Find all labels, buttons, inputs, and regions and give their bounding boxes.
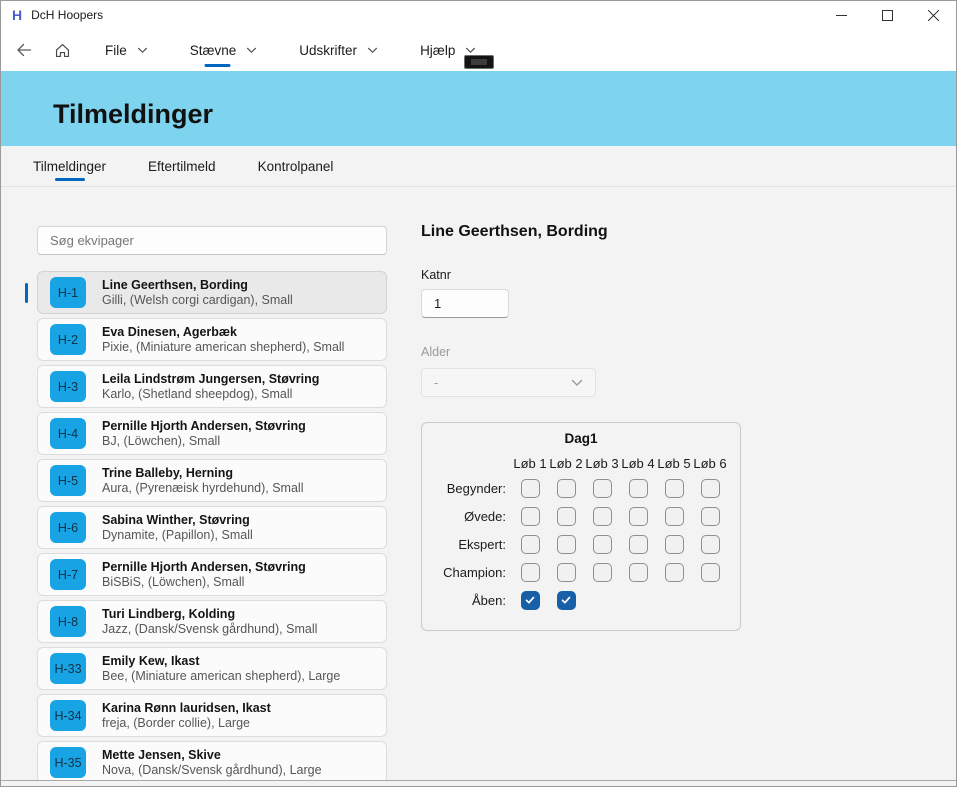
dag-checkbox-cell bbox=[656, 563, 692, 582]
entry-name: Line Geerthsen, Bording bbox=[102, 277, 248, 292]
dag1-title: Dag1 bbox=[564, 431, 598, 446]
entry-text bbox=[102, 748, 322, 778]
dag-checkbox-cell bbox=[512, 535, 548, 554]
dag-checkbox-cell bbox=[548, 479, 584, 498]
menu-udskrifter[interactable] bbox=[285, 29, 392, 71]
menu-bar bbox=[1, 29, 956, 71]
entry-dog: Aura, (Pyrenæisk hyrdehund), Small bbox=[102, 480, 304, 495]
dag-checkbox-cell bbox=[692, 535, 728, 554]
checkbox-unchecked[interactable] bbox=[557, 479, 576, 498]
dag-checkbox-cell bbox=[548, 591, 584, 610]
dag-row bbox=[432, 586, 730, 614]
entry-name: Karina Rønn lauridsen, Ikast bbox=[102, 700, 271, 715]
dag-row bbox=[432, 474, 730, 502]
tab-tilmeldinger[interactable] bbox=[23, 146, 116, 186]
entry-badge: H-4 bbox=[50, 418, 86, 449]
checkbox-unchecked[interactable] bbox=[629, 507, 648, 526]
alder-label: Alder bbox=[421, 345, 451, 359]
close-button[interactable] bbox=[910, 1, 956, 29]
entry-name: Eva Dinesen, Agerbæk bbox=[102, 324, 238, 339]
active-tab-underline bbox=[55, 178, 85, 181]
checkbox-unchecked[interactable] bbox=[593, 563, 612, 582]
list-item-h-7[interactable] bbox=[37, 553, 387, 596]
checkbox-unchecked[interactable] bbox=[557, 507, 576, 526]
dag-checkbox-cell bbox=[692, 563, 728, 582]
dag-checkbox-cell bbox=[692, 479, 728, 498]
checkbox-unchecked[interactable] bbox=[557, 535, 576, 554]
menu-label: File bbox=[105, 42, 127, 58]
maximize-button[interactable] bbox=[864, 1, 910, 29]
alder-select[interactable] bbox=[421, 368, 596, 397]
dag-checkbox-cell bbox=[656, 507, 692, 526]
checkbox-unchecked[interactable] bbox=[701, 535, 720, 554]
list-item-h-33[interactable] bbox=[37, 647, 387, 690]
dag-checkbox-cell bbox=[620, 563, 656, 582]
tab-label: Kontrolpanel bbox=[257, 158, 334, 174]
window-controls bbox=[818, 1, 956, 29]
app-logo: H bbox=[12, 7, 23, 23]
entry-text bbox=[102, 560, 306, 590]
dag-column-header: Løb 1 bbox=[513, 455, 547, 471]
equipage-list bbox=[37, 271, 387, 781]
checkbox-unchecked[interactable] bbox=[701, 507, 720, 526]
minimize-button[interactable] bbox=[818, 1, 864, 29]
entry-dog: Pixie, (Miniature american shepherd), Small bbox=[102, 339, 345, 354]
dag-checkbox-cell bbox=[584, 479, 620, 498]
entry-badge: H-5 bbox=[50, 465, 86, 496]
detail-panel bbox=[421, 187, 941, 631]
dag-row-label: Champion: bbox=[443, 564, 506, 580]
list-item-h-4[interactable] bbox=[37, 412, 387, 455]
checkbox-unchecked[interactable] bbox=[521, 535, 540, 554]
menu-label: Stævne bbox=[189, 42, 237, 58]
dag-checkbox-cell bbox=[584, 507, 620, 526]
dag-column-header: Løb 3 bbox=[585, 455, 619, 471]
entry-dog: Karlo, (Shetland sheepdog), Small bbox=[102, 386, 293, 401]
checkbox-unchecked[interactable] bbox=[665, 507, 684, 526]
entry-dog: BiSBiS, (Löwchen), Small bbox=[102, 574, 245, 589]
list-item-h-34[interactable] bbox=[37, 694, 387, 737]
dark-clip-artifact bbox=[464, 55, 494, 69]
checkbox-unchecked[interactable] bbox=[521, 479, 540, 498]
dag-checkbox-cell bbox=[620, 535, 656, 554]
chevron-down-icon bbox=[465, 47, 476, 54]
dag-row-label: Ekspert: bbox=[458, 536, 506, 552]
list-item-h-8[interactable] bbox=[37, 600, 387, 643]
detail-title: Line Geerthsen, Bording bbox=[421, 223, 608, 240]
checkbox-unchecked[interactable] bbox=[593, 507, 612, 526]
checkbox-unchecked[interactable] bbox=[665, 563, 684, 582]
dag-column-header: Løb 5 bbox=[657, 455, 691, 471]
list-item-h-1[interactable] bbox=[37, 271, 387, 314]
entry-dog: Bee, (Miniature american shepherd), Large bbox=[102, 668, 341, 683]
checkbox-checked[interactable] bbox=[521, 591, 540, 610]
entry-badge: H-33 bbox=[50, 653, 86, 684]
dag-column-header: Løb 2 bbox=[549, 455, 583, 471]
dag-row bbox=[432, 502, 730, 530]
entry-name: Turi Lindberg, Kolding bbox=[102, 606, 236, 621]
entry-text bbox=[102, 607, 317, 637]
checkbox-unchecked[interactable] bbox=[593, 479, 612, 498]
checkbox-unchecked[interactable] bbox=[593, 535, 612, 554]
app-title: DcH Hoopers bbox=[31, 8, 104, 22]
dag-checkbox-cell bbox=[584, 535, 620, 554]
entry-badge: H-8 bbox=[50, 606, 86, 637]
entry-text bbox=[102, 654, 340, 684]
katnr-label: Katnr bbox=[421, 268, 451, 282]
checkbox-unchecked[interactable] bbox=[629, 563, 648, 582]
tab-label: Eftertilmeld bbox=[148, 158, 216, 174]
entry-badge: H-35 bbox=[50, 747, 86, 778]
checkbox-unchecked[interactable] bbox=[521, 563, 540, 582]
entry-badge: H-2 bbox=[50, 324, 86, 355]
dag-column-header: Løb 6 bbox=[693, 455, 727, 471]
list-item-h-35[interactable] bbox=[37, 741, 387, 781]
entry-dog: Nova, (Dansk/Svensk gårdhund), Large bbox=[102, 762, 322, 777]
dag1-grid bbox=[432, 452, 730, 614]
dag-checkbox-cell bbox=[620, 479, 656, 498]
dag-checkbox-cell bbox=[656, 479, 692, 498]
dag-checkbox-cell bbox=[584, 563, 620, 582]
entry-text bbox=[102, 513, 253, 543]
dag-checkbox-cell bbox=[656, 535, 692, 554]
dag-checkbox-cell bbox=[620, 507, 656, 526]
dag-row bbox=[432, 558, 730, 586]
checkbox-unchecked[interactable] bbox=[701, 479, 720, 498]
entry-dog: freja, (Border collie), Large bbox=[102, 715, 250, 730]
entry-text bbox=[102, 466, 303, 496]
entry-text bbox=[102, 325, 344, 355]
entry-dog: Jazz, (Dansk/Svensk gårdhund), Small bbox=[102, 621, 318, 636]
dag1-group bbox=[421, 422, 741, 631]
entry-name: Trine Balleby, Herning bbox=[102, 465, 234, 480]
entry-text bbox=[102, 278, 293, 308]
checkbox-unchecked[interactable] bbox=[665, 535, 684, 554]
dag-row-label: Åben: bbox=[472, 592, 506, 608]
tab-strip bbox=[1, 146, 956, 187]
dag-row-label: Begynder: bbox=[446, 480, 506, 496]
entry-name: Emily Kew, Ikast bbox=[102, 653, 200, 668]
entry-name: Sabina Winther, Støvring bbox=[102, 512, 250, 527]
bottom-divider bbox=[1, 780, 956, 781]
dag-checkbox-cell bbox=[512, 591, 548, 610]
menu-label: Udskrifter bbox=[299, 42, 358, 58]
entry-badge: H-6 bbox=[50, 512, 86, 543]
page-header bbox=[1, 71, 956, 146]
list-item-h-6[interactable] bbox=[37, 506, 387, 549]
list-item-h-5[interactable] bbox=[37, 459, 387, 502]
check-icon bbox=[524, 594, 536, 606]
entry-name: Mette Jensen, Skive bbox=[102, 747, 221, 762]
entry-badge: H-3 bbox=[50, 371, 86, 402]
dag-checkbox-cell bbox=[512, 479, 548, 498]
dag-checkbox-cell bbox=[512, 563, 548, 582]
dag-column-headers bbox=[432, 452, 730, 474]
dag-checkbox-cell bbox=[548, 535, 584, 554]
selection-indicator bbox=[25, 283, 28, 303]
entry-text bbox=[102, 372, 319, 402]
dag-checkbox-cell bbox=[548, 563, 584, 582]
tab-label: Tilmeldinger bbox=[33, 158, 107, 174]
dag-checkbox-cell bbox=[692, 507, 728, 526]
tab-eftertilmeld[interactable] bbox=[138, 146, 226, 186]
checkbox-checked[interactable] bbox=[557, 591, 576, 610]
menu-file[interactable] bbox=[91, 29, 162, 71]
checkbox-unchecked[interactable] bbox=[701, 563, 720, 582]
title-bar bbox=[1, 1, 956, 29]
entry-name: Pernille Hjorth Andersen, Støvring bbox=[102, 418, 306, 433]
dag-column-header: Løb 4 bbox=[621, 455, 655, 471]
entry-name: Leila Lindstrøm Jungersen, Støvring bbox=[102, 371, 320, 386]
entry-dog: Gilli, (Welsh corgi cardigan), Small bbox=[102, 292, 293, 307]
entry-dog: BJ, (Löwchen), Small bbox=[102, 433, 221, 448]
active-menu-underline bbox=[204, 64, 230, 67]
checkbox-unchecked[interactable] bbox=[521, 507, 540, 526]
entry-text bbox=[102, 701, 271, 731]
chevron-down-icon bbox=[571, 379, 583, 387]
checkbox-unchecked[interactable] bbox=[629, 535, 648, 554]
back-button[interactable] bbox=[9, 35, 39, 65]
chevron-down-icon bbox=[246, 47, 257, 54]
chevron-down-icon bbox=[367, 47, 378, 54]
check-icon bbox=[560, 594, 572, 606]
dag-checkbox-cell bbox=[512, 507, 548, 526]
page-title: Tilmeldinger bbox=[53, 99, 214, 129]
tab-kontrolpanel[interactable] bbox=[248, 146, 344, 186]
entry-badge: H-7 bbox=[50, 559, 86, 590]
dag-row bbox=[432, 530, 730, 558]
dag-checkbox-cell bbox=[548, 507, 584, 526]
checkbox-unchecked[interactable] bbox=[665, 479, 684, 498]
entry-text bbox=[102, 419, 306, 449]
checkbox-unchecked[interactable] bbox=[629, 479, 648, 498]
entry-badge: H-34 bbox=[50, 700, 86, 731]
list-item-h-2[interactable] bbox=[37, 318, 387, 361]
entry-name: Pernille Hjorth Andersen, Støvring bbox=[102, 559, 306, 574]
home-icon bbox=[54, 42, 71, 59]
chevron-down-icon bbox=[137, 47, 148, 54]
dag-row-label: Øvede: bbox=[464, 508, 506, 524]
katnr-input[interactable] bbox=[421, 289, 509, 318]
home-button[interactable] bbox=[47, 35, 77, 65]
entry-badge: H-1 bbox=[50, 277, 86, 308]
menu-label: Hjælp bbox=[420, 42, 456, 58]
search-input[interactable] bbox=[37, 226, 387, 255]
checkbox-unchecked[interactable] bbox=[557, 563, 576, 582]
menu-stævne[interactable] bbox=[176, 29, 272, 71]
entry-dog: Dynamite, (Papillon), Small bbox=[102, 527, 253, 542]
alder-value: - bbox=[434, 375, 439, 390]
list-item-h-3[interactable] bbox=[37, 365, 387, 408]
